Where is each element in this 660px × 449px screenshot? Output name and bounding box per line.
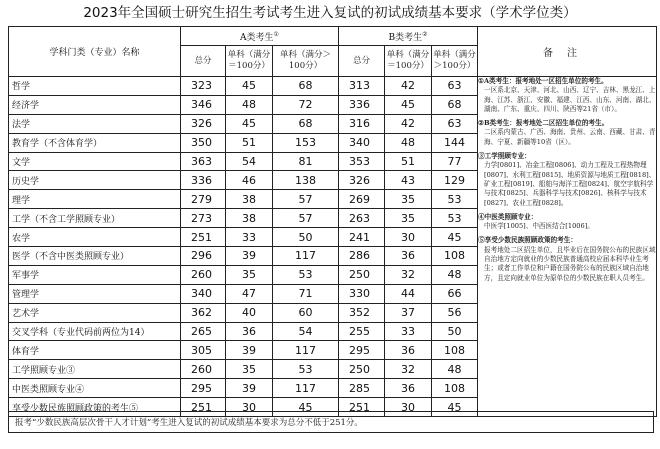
subject-cell: 艺术学	[9, 303, 181, 322]
a-total-cell: 279	[181, 190, 226, 209]
b-single-gt100-cell: 77	[432, 152, 478, 171]
note-heading: ③工学照顾专业：	[478, 152, 531, 161]
a-single100-cell: 47	[226, 284, 273, 303]
a-total-header: 总分	[181, 46, 226, 77]
b-total-cell: 313	[339, 77, 385, 96]
subject-cell: 法学	[9, 114, 181, 133]
a-single-gt100-cell: 72	[273, 95, 339, 114]
b-single-gt100-cell: 63	[432, 77, 478, 96]
subject-cell: 军事学	[9, 265, 181, 284]
subject-cell: 文学	[9, 152, 181, 171]
b-total-cell: 336	[339, 95, 385, 114]
b-single100-cell: 51	[385, 152, 432, 171]
a-total-cell: 363	[181, 152, 226, 171]
a-total-cell: 326	[181, 114, 226, 133]
a-single-gt100-cell: 117	[273, 379, 339, 398]
a-total-cell: 305	[181, 341, 226, 360]
a-single-gt100-cell: 71	[273, 284, 339, 303]
b-single-gt100-header: 单科（满分＞100分）	[432, 46, 478, 77]
subject-cell: 历史学	[9, 171, 181, 190]
a-total-cell: 346	[181, 95, 226, 114]
note-detail: 力学[0801]、冶金工程[0806]、动力工程及工程热物理[0807]、水利工程[0815]、地质资源与地质工程[0818]、矿业工程[0819]、船舶与海洋工程[0824]、航空宇航科学与技术[0825]、兵器科学与技术[0826]、核科学与技术[0827]、农业工程[0828]。	[484, 161, 656, 207]
b-total-cell: 255	[339, 322, 385, 341]
a-single-gt100-cell: 138	[273, 171, 339, 190]
note-heading: ④中医类照顾专业：	[478, 212, 538, 221]
b-total-cell: 251	[339, 398, 385, 417]
a-single-gt100-cell: 68	[273, 114, 339, 133]
note-block	[478, 213, 656, 232]
a-total-cell: 260	[181, 265, 226, 284]
subject-cell: 享受少数民族照顾政策的考生⑤	[9, 398, 181, 417]
b-single100-cell: 42	[385, 77, 432, 96]
a-total-cell: 273	[181, 209, 226, 228]
a-single100-cell: 39	[226, 341, 273, 360]
a-single100-cell: 39	[226, 247, 273, 266]
a-single100-cell: 38	[226, 209, 273, 228]
b-single-gt100-cell: 108	[432, 247, 478, 266]
a-total-cell: 350	[181, 133, 226, 152]
subject-cell: 工学照顾专业③	[9, 360, 181, 379]
b-single-gt100-cell: 108	[432, 341, 478, 360]
b-total-cell: 340	[339, 133, 385, 152]
a-single100-cell: 48	[226, 95, 273, 114]
b-single100-cell: 35	[385, 190, 432, 209]
note-text: 报考地处一区招生单位的考生。	[515, 77, 608, 85]
b-single100-cell: 36	[385, 379, 432, 398]
b-single100-cell: 43	[385, 171, 432, 190]
b-total-cell: 326	[339, 171, 385, 190]
a-single100-cell: 45	[226, 77, 273, 96]
b-total-cell: 353	[339, 152, 385, 171]
a-single100-cell: 33	[226, 228, 273, 247]
table-row	[9, 77, 657, 96]
subject-cell: 中医类照顾专业④	[9, 379, 181, 398]
a-single100-cell: 39	[226, 379, 273, 398]
a-single-gt100-cell: 81	[273, 152, 339, 171]
group-a-header	[181, 27, 339, 46]
a-total-cell: 336	[181, 171, 226, 190]
a-single100-cell: 40	[226, 303, 273, 322]
b-single100-cell: 36	[385, 341, 432, 360]
b-total-cell: 250	[339, 360, 385, 379]
b-total-cell: 330	[339, 284, 385, 303]
b-single100-cell: 33	[385, 322, 432, 341]
subject-cell: 交叉学科（专业代码前两位为14）	[9, 322, 181, 341]
a-single100-cell: 51	[226, 133, 273, 152]
footer-note: 报考“少数民族高层次骨干人才计划”考生进入复试的初试成绩基本要求为总分不低于251分。	[8, 411, 654, 433]
note-text: 报考地处二区招生单位的考生。	[515, 119, 609, 128]
a-single100-header: 单科（满分＝100分）	[226, 46, 273, 77]
note-detail: 报考地处二区招生单位，且毕业后在国务院公布的民族区域自治地方定向就业的少数民族普通高校应届本科毕业生考生；或者工作单位和户籍在国务院公布的民族区域自治地方，且定向就业单位为原单位的少数民族在职人员考生。	[484, 245, 656, 282]
score-table	[8, 26, 657, 417]
page-title: 2023年全国硕士研究生招生考试考生进入复试的初试成绩基本要求（学术学位类）	[83, 5, 577, 21]
b-single100-header: 单科（满分＝100分）	[385, 46, 432, 77]
a-total-cell: 296	[181, 247, 226, 266]
a-single-gt100-cell: 117	[273, 247, 339, 266]
a-single-gt100-cell: 117	[273, 341, 339, 360]
a-single-gt100-cell: 60	[273, 303, 339, 322]
note-block	[478, 119, 656, 147]
subject-cell: 哲学	[9, 77, 181, 96]
subject-cell: 体育学	[9, 341, 181, 360]
b-single-gt100-cell: 53	[432, 209, 478, 228]
b-single100-cell: 45	[385, 95, 432, 114]
a-single100-cell: 38	[226, 190, 273, 209]
b-single-gt100-cell: 45	[432, 398, 478, 417]
b-single100-cell: 35	[385, 209, 432, 228]
a-single-gt100-cell: 50	[273, 228, 339, 247]
a-single-gt100-cell: 57	[273, 190, 339, 209]
b-single100-cell: 32	[385, 265, 432, 284]
note-heading: ①A类考生：	[478, 77, 516, 85]
note-block	[478, 236, 656, 282]
note-detail: 一区系北京、天津、河北、山西、辽宁、吉林、黑龙江、上海、江苏、浙江、安徽、福建、江西、山东、河南、湖北、湖南、广东、重庆、四川、陕西等21省（市）。	[484, 86, 656, 113]
b-single100-cell: 36	[385, 247, 432, 266]
subject-column-header: 学科门类（专业）名称	[9, 27, 181, 77]
b-single100-cell: 48	[385, 133, 432, 152]
b-total-cell: 263	[339, 209, 385, 228]
b-single100-cell: 42	[385, 114, 432, 133]
b-single-gt100-cell: 63	[432, 114, 478, 133]
a-single-gt100-cell: 153	[273, 133, 339, 152]
subject-cell: 教育学（不含体育学）	[9, 133, 181, 152]
note-detail: 中医学[1005]、中西医结合[1006]。	[484, 222, 594, 231]
a-single-gt100-cell: 45	[273, 398, 339, 417]
group-b-mark: ②	[422, 30, 428, 38]
b-single-gt100-cell: 129	[432, 171, 478, 190]
a-single-gt100-cell: 68	[273, 77, 339, 96]
b-total-cell: 286	[339, 247, 385, 266]
a-single100-cell: 36	[226, 322, 273, 341]
b-single-gt100-cell: 48	[432, 265, 478, 284]
b-single100-cell: 30	[385, 228, 432, 247]
b-single-gt100-cell: 48	[432, 360, 478, 379]
a-single100-cell: 45	[226, 114, 273, 133]
b-total-cell: 316	[339, 114, 385, 133]
note-heading: ⑤享受少数民族照顾政策的考生：	[478, 236, 577, 245]
group-b-header	[339, 27, 478, 46]
b-total-cell: 295	[339, 341, 385, 360]
b-total-cell: 285	[339, 379, 385, 398]
b-single-gt100-cell: 56	[432, 303, 478, 322]
b-single-gt100-cell: 53	[432, 190, 478, 209]
subject-cell: 理学	[9, 190, 181, 209]
b-single-gt100-cell: 45	[432, 228, 478, 247]
a-total-cell: 362	[181, 303, 226, 322]
a-single100-cell: 35	[226, 360, 273, 379]
a-total-cell: 251	[181, 398, 226, 417]
a-total-cell: 295	[181, 379, 226, 398]
a-total-cell: 265	[181, 322, 226, 341]
subject-cell: 工学（不含工学照顾专业）	[9, 209, 181, 228]
b-single100-cell: 32	[385, 360, 432, 379]
subject-cell: 经济学	[9, 95, 181, 114]
a-single100-cell: 30	[226, 398, 273, 417]
a-single-gt100-cell: 53	[273, 265, 339, 284]
b-single-gt100-cell: 108	[432, 379, 478, 398]
a-single-gt100-cell: 57	[273, 209, 339, 228]
note-block	[478, 152, 656, 208]
a-single-gt100-cell: 53	[273, 360, 339, 379]
b-single100-cell: 44	[385, 284, 432, 303]
b-total-header: 总分	[339, 46, 385, 77]
note-block	[478, 77, 656, 114]
group-a-mark: ①	[273, 30, 279, 38]
b-total-cell: 352	[339, 303, 385, 322]
a-single100-cell: 46	[226, 171, 273, 190]
notes-cell	[478, 77, 657, 417]
b-single100-cell: 30	[385, 398, 432, 417]
notes-column-header: 备注	[478, 27, 657, 77]
a-single-gt100-header: 单科（满分＞100分）	[273, 46, 339, 77]
a-single100-cell: 35	[226, 265, 273, 284]
a-total-cell: 323	[181, 77, 226, 96]
subject-cell: 农学	[9, 228, 181, 247]
a-total-cell: 260	[181, 360, 226, 379]
b-single100-cell: 37	[385, 303, 432, 322]
b-total-cell: 269	[339, 190, 385, 209]
a-total-cell: 340	[181, 284, 226, 303]
b-single-gt100-cell: 66	[432, 284, 478, 303]
subject-cell: 医学（不含中医类照顾专业）	[9, 247, 181, 266]
header-row-1	[9, 27, 657, 46]
subject-cell: 管理学	[9, 284, 181, 303]
b-total-cell: 250	[339, 265, 385, 284]
a-single100-cell: 54	[226, 152, 273, 171]
note-detail: 二区系内蒙古、广西、海南、贵州、云南、西藏、甘肃、青海、宁夏、新疆等10省（区）。	[484, 128, 656, 146]
group-a-label: A类考生	[240, 32, 274, 43]
b-single-gt100-cell: 144	[432, 133, 478, 152]
b-total-cell: 241	[339, 228, 385, 247]
note-heading: ②B类考生：	[478, 119, 516, 128]
a-total-cell: 251	[181, 228, 226, 247]
a-single-gt100-cell: 54	[273, 322, 339, 341]
b-single-gt100-cell: 68	[432, 95, 478, 114]
group-b-label: B类考生	[388, 32, 423, 43]
b-single-gt100-cell: 50	[432, 322, 478, 341]
